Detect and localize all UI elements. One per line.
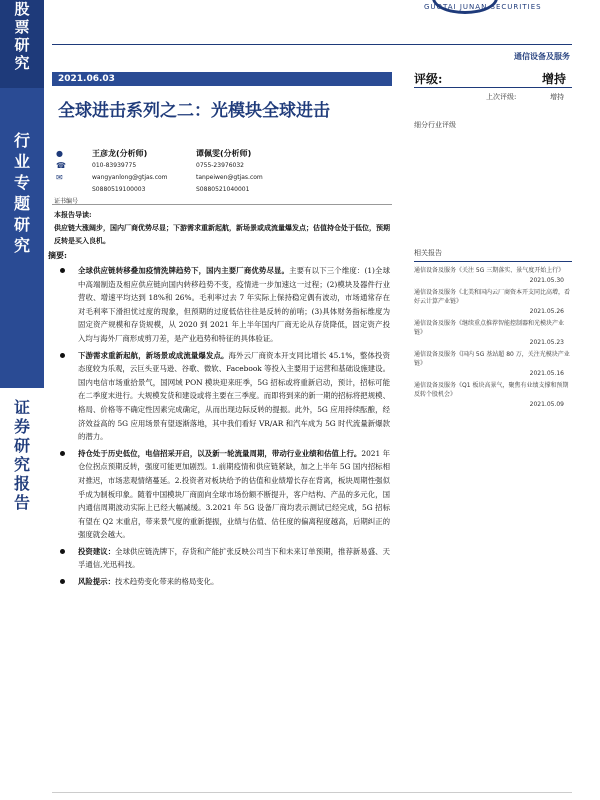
bullet-icon xyxy=(60,353,65,358)
sidebar-char: 行 xyxy=(13,131,30,150)
related-heading: 相关报告 xyxy=(414,249,442,257)
analyst-email[interactable]: tanpeiwen@gtjas.com xyxy=(196,174,263,181)
related-date: 2021.05.16 xyxy=(529,370,564,377)
related-date: 2021.05.23 xyxy=(529,339,564,346)
bullet-text: 主要有以下三个维度：(1)全球中高端制造及相应供应链向国内转移趋势不变，疫情进一步加速这一过程；(2)模块及器件行业营收、增速平均达到 18%和 26%。毛利率过去 7 年实际上保持稳定偶有波动，市场通常存在对毛利率下滑担忧过度的现象，但预期的过度低估往往是反转的前哨；(3)具体财务指标维度为固定资产规模和存货规模，从 2020 到 2021 年上半年国内厂商无论从存货降低，固定资产投入均与海外厂商形成剪刀差，是产业趋势和特征的具体验证。 xyxy=(78,266,390,343)
sidebar-char: 究 xyxy=(13,236,30,255)
contact-icons xyxy=(56,148,68,184)
divider xyxy=(52,204,392,205)
summary-bullet xyxy=(58,447,390,542)
related-item[interactable] xyxy=(414,381,572,408)
related-reports xyxy=(414,248,572,412)
footer-rule xyxy=(52,792,572,793)
analyst-phone: 0755-23976032 xyxy=(196,162,244,169)
bullet-text: 全球供应链洗牌下，存货和产能扩张反映公司当下和未来订单预期，推荐新易盛、天孚通信,光迅科技。 xyxy=(78,546,390,570)
sidebar-low-label xyxy=(0,398,44,512)
sidebar-top-label xyxy=(0,0,44,72)
related-title[interactable]: 通信设备及服务《国内 5G 基站超 80 万，关注光模块产业链》 xyxy=(414,351,570,367)
bullet-heading: 全球供应链转移叠加疫情洗牌趋势下，国内主要厂商优势尽显。 xyxy=(78,266,290,275)
related-title[interactable]: 通信设备及服务《关注 5G 三期落实、景气度开始上行》 xyxy=(414,267,565,274)
analyst-phone: 010-83939775 xyxy=(92,162,137,169)
rating-rule xyxy=(414,87,572,88)
summary-bullet xyxy=(58,264,390,346)
sidebar-char: 究 xyxy=(13,455,30,474)
bullet-icon xyxy=(60,451,65,456)
sidebar-char: 研 xyxy=(13,215,30,234)
analyst-email[interactable]: wangyanlong@gtjas.com xyxy=(92,174,168,181)
summary-bullet xyxy=(58,545,390,572)
guide-text: 供应链大涨阔步，国内厂商优势尽显；下游需求重新起航，新场景或成流量爆发点；估值持仓处于低位，预期反转是买入良机。 xyxy=(54,223,390,245)
related-date: 2021.05.09 xyxy=(529,401,564,408)
person-icon: ● xyxy=(56,149,63,158)
bullet-text: 2021 年仓位拐点预期反转，强度可能更加剧烈。1.前期疫情和供应链紧缺，加之上半年 5G 国内招标相对推迟，市场悲观情绪蔓延。2.投资者对板块给予的估值和业绩增长存在背离，板块周期性强似乎成为制板印象。随着中国模块厂商面向全球市场份额不断提升，客户结构、产品的多元化，国内通信周期波动实际上已经大幅减缓。3.2021 年 5G 设备厂商均表示测试已经完成，5G 招标有望在 Q2 末重启，带来景气度的重新提振，业绩与估值、估任度的偏离程度越高，后期纠正的强度就会越大。 xyxy=(78,448,390,540)
related-item[interactable] xyxy=(414,266,572,284)
bullet-icon xyxy=(60,549,65,554)
bullet-text: 技术趋势变化带来的格局变化。 xyxy=(114,577,219,587)
sidebar-mid-label xyxy=(0,130,44,256)
analyst-name: 王彦龙(分析师) xyxy=(92,149,148,158)
analyst-card xyxy=(92,148,168,196)
related-title[interactable]: 通信设备及服务《北美和国内云厂商资本开支同比高增，看好云计算产业链》 xyxy=(414,289,571,305)
bullet-icon xyxy=(60,268,65,273)
summary-bullets xyxy=(58,264,390,592)
phone-icon: ☎ xyxy=(56,161,66,170)
guide-heading: 本报告导读: xyxy=(54,210,92,219)
related-item[interactable] xyxy=(414,350,572,377)
report-title: 全球进击系列之二：光模块全球进击 xyxy=(58,101,330,121)
brand-logo xyxy=(422,0,582,14)
email-icon: ✉ xyxy=(56,173,63,182)
related-date: 2021.05.30 xyxy=(529,277,564,284)
bullet-heading: 持仓处于历史低位，电信招采开启，以及新一轮流量周期，带动行业业绩和估值上行。 xyxy=(78,448,362,458)
sidebar-char: 究 xyxy=(14,54,30,72)
header-rule xyxy=(52,44,572,45)
sidebar-char: 研 xyxy=(14,36,30,54)
prev-rating-value: 增持 xyxy=(550,93,564,101)
summary-bullet xyxy=(58,349,390,444)
sidebar-char: 题 xyxy=(13,194,30,213)
cert-label: 证书编号 xyxy=(54,198,79,205)
analyst-card xyxy=(196,148,263,196)
related-title[interactable]: 通信设备及服务《Q1 板块高景气，聚焦有业绩支撑和预期反转个股机会》 xyxy=(414,382,569,398)
related-item[interactable] xyxy=(414,288,572,315)
sidebar-char: 业 xyxy=(13,152,30,171)
related-item[interactable] xyxy=(414,319,572,346)
sidebar-char: 研 xyxy=(13,436,30,455)
analyst-cert: S0880521040001 xyxy=(196,186,250,193)
sidebar-char: 票 xyxy=(14,18,30,36)
rating-value: 增持 xyxy=(541,72,566,86)
sidebar-char: 证 xyxy=(13,398,30,417)
bullet-text: 海外云厂商资本开支同比增长 45.1%，整体投资态度较为乐观，云巨头亚马逊、谷歌、微软、Facebook 等投入主要用于运营和基础设施建设。国内电信市场重拾景气，国网域 PON 模块迎来旺季，5G 招标或将重新启动，预计，招标可能在二季度末进行。大规模发货和建设或将主要在三季度。而即将到来的新一期的招标将把规模、格局、价格等不确定性因素完成确定，从而出现边际反转的提振。此外，5G 应用持续酝酿，经济效益高的 5G 应用场景有望逐渐落地，其中我们看好 VR/AR 和汽车成为 5G 时代流量新爆款的潜力。 xyxy=(78,350,390,442)
sidebar-char: 报 xyxy=(13,474,30,493)
related-date: 2021.05.26 xyxy=(529,308,564,315)
sidebar-char: 股 xyxy=(14,0,30,18)
summary-bullet xyxy=(58,575,390,589)
sidebar-char: 券 xyxy=(13,417,30,436)
rating-label: 评级: xyxy=(414,72,443,86)
prev-rating-label: 上次评级: xyxy=(486,93,517,101)
sub-industry-rating: 细分行业评级 xyxy=(414,121,456,129)
bullet-heading: 投资建议： xyxy=(78,546,116,556)
report-date: 2021.06.03 xyxy=(52,72,392,86)
report-guide xyxy=(54,208,394,247)
sidebar-char: 告 xyxy=(13,493,30,512)
bullet-heading: 风险提示： xyxy=(78,577,115,587)
related-rule xyxy=(414,261,572,262)
brand-name: GUOTAI JUNAN SECURITIES xyxy=(424,3,542,11)
analyst-cert: S0880519100003 xyxy=(92,186,146,193)
sidebar-char: 专 xyxy=(13,173,30,192)
analyst-name: 谭佩雯(分析师) xyxy=(196,149,252,158)
bullet-heading: 下游需求重新起航，新场景或成流量爆发点。 xyxy=(78,350,229,360)
bullet-icon xyxy=(60,579,65,584)
summary-heading: 摘要: xyxy=(48,250,67,260)
industry-tag: 通信设备及服务 xyxy=(514,52,570,61)
left-sidebar xyxy=(0,0,44,800)
related-title[interactable]: 通信设备及服务《继续重点推荐智能控制器和光模块产业链》 xyxy=(414,320,565,336)
